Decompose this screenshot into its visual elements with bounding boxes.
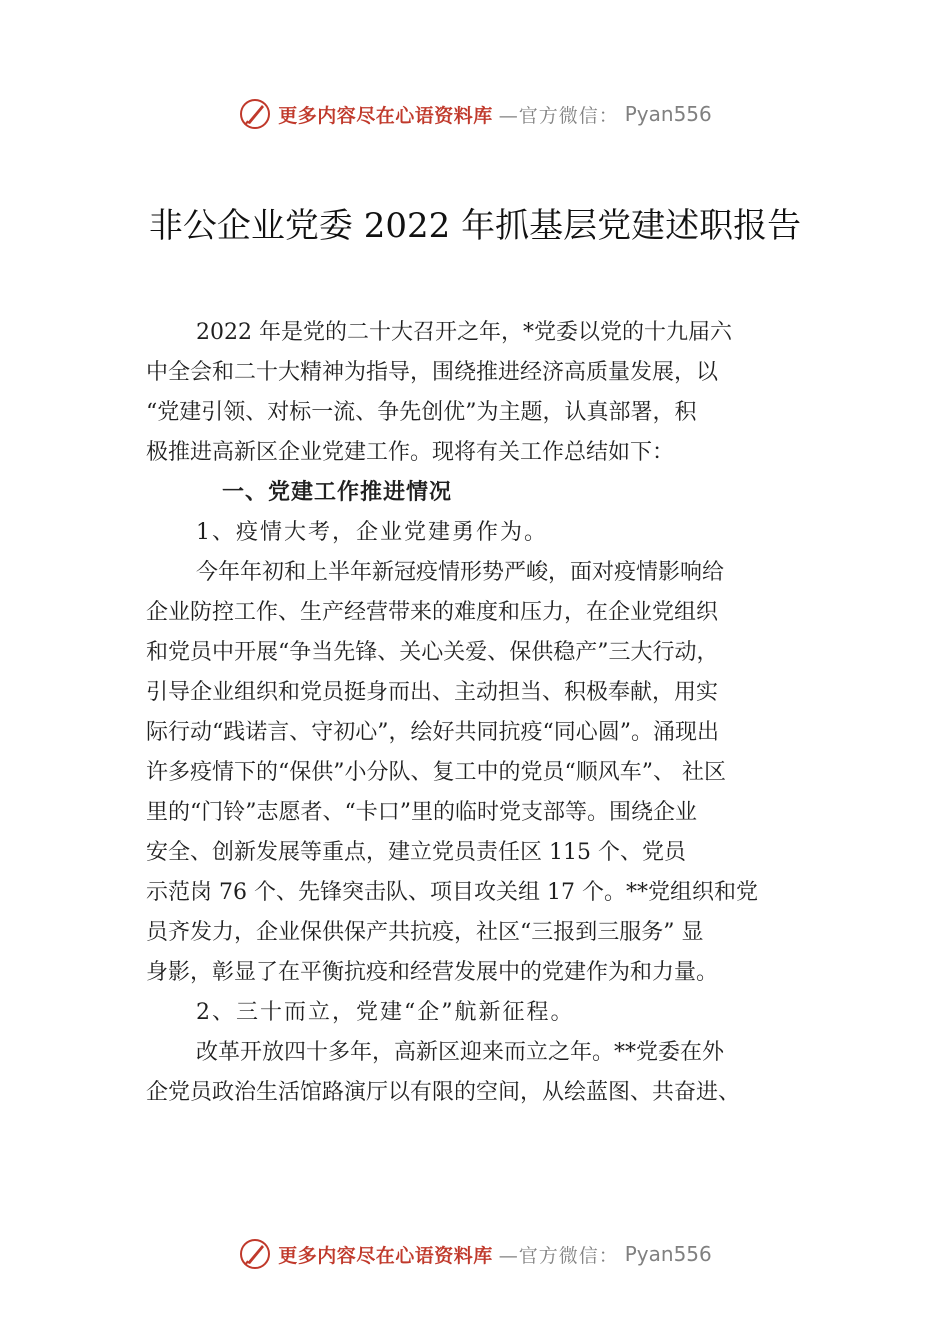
text-line: 改革开放四十多年，高新区迎来而立之年。**党委在外 [196, 1040, 725, 1065]
text-line: 中全会和二十大精神为指导，围绕推进经济高质量发展，以 [146, 360, 719, 385]
banner-gray-text: —官方微信： [498, 104, 619, 127]
text-line: 示范岗 76 个、先锋突击队、项目攻关组 17 个。**党组织和党 [146, 880, 758, 905]
banner-gray-text: —官方微信： [498, 1244, 619, 1267]
header-banner [0, 94, 950, 134]
text-line: 2022 年是党的二十大召开之年，*党委以党的十九届六 [196, 320, 732, 345]
quill-logo-icon [238, 97, 272, 131]
item-heading: 2、三十而立，党建“企”航新征程。 [196, 1000, 575, 1025]
text-line: 里的“门铃”志愿者、“卡口”里的临时党支部等。围绕企业 [146, 800, 697, 825]
text-line: 极推进高新区企业党建工作。现将有关工作总结如下： [146, 440, 675, 465]
banner-red-text: 更多内容尽在心语资料库 [278, 104, 493, 127]
document-title: 非公企业党委 2022 年抓基层党建述职报告 [148, 206, 802, 246]
footer-banner [0, 1234, 950, 1274]
quill-logo-icon [238, 1237, 272, 1271]
text-line: 身影，彰显了在平衡抗疫和经营发展中的党建作为和力量。 [146, 960, 719, 985]
section-heading: 一、党建工作推进情况 [222, 480, 453, 505]
document-body [146, 313, 818, 1113]
text-line: 引导企业组织和党员挺身而出、主动担当、积极奉献，用实 [146, 680, 719, 705]
text-line: 安全、创新发展等重点，建立党员责任区 115 个、党员 [146, 840, 686, 865]
text-line: 今年年初和上半年新冠疫情形势严峻，面对疫情影响给 [196, 560, 725, 585]
text-line: 员齐发力，企业保供保产共抗疫，社区“三报到三服务” 显 [146, 920, 704, 945]
text-line: 和党员中开展“争当先锋、关心关爱、保供稳产”三大行动， [146, 640, 719, 665]
text-line: 企业防控工作、生产经营带来的难度和压力，在企业党组织 [146, 600, 719, 625]
banner-red-text: 更多内容尽在心语资料库 [278, 1244, 493, 1267]
text-line: 企党员政治生活馆路演厅以有限的空间，从绘蓝图、共奋进、 [146, 1080, 741, 1105]
item-heading: 1、疫情大考，企业党建勇作为。 [196, 520, 548, 545]
text-line: 际行动“践诺言、守初心”，绘好共同抗疫“同心圆”。涌现出 [146, 720, 719, 745]
text-line: “党建引领、对标一流、争先创优”为主题，认真部署，积 [146, 400, 697, 425]
banner-wechat-id: Pyan556 [624, 102, 712, 126]
text-line: 许多疫情下的“保供”小分队、复工中的党员“顺风车”、 社区 [146, 760, 726, 785]
banner-wechat-id: Pyan556 [624, 1242, 712, 1266]
